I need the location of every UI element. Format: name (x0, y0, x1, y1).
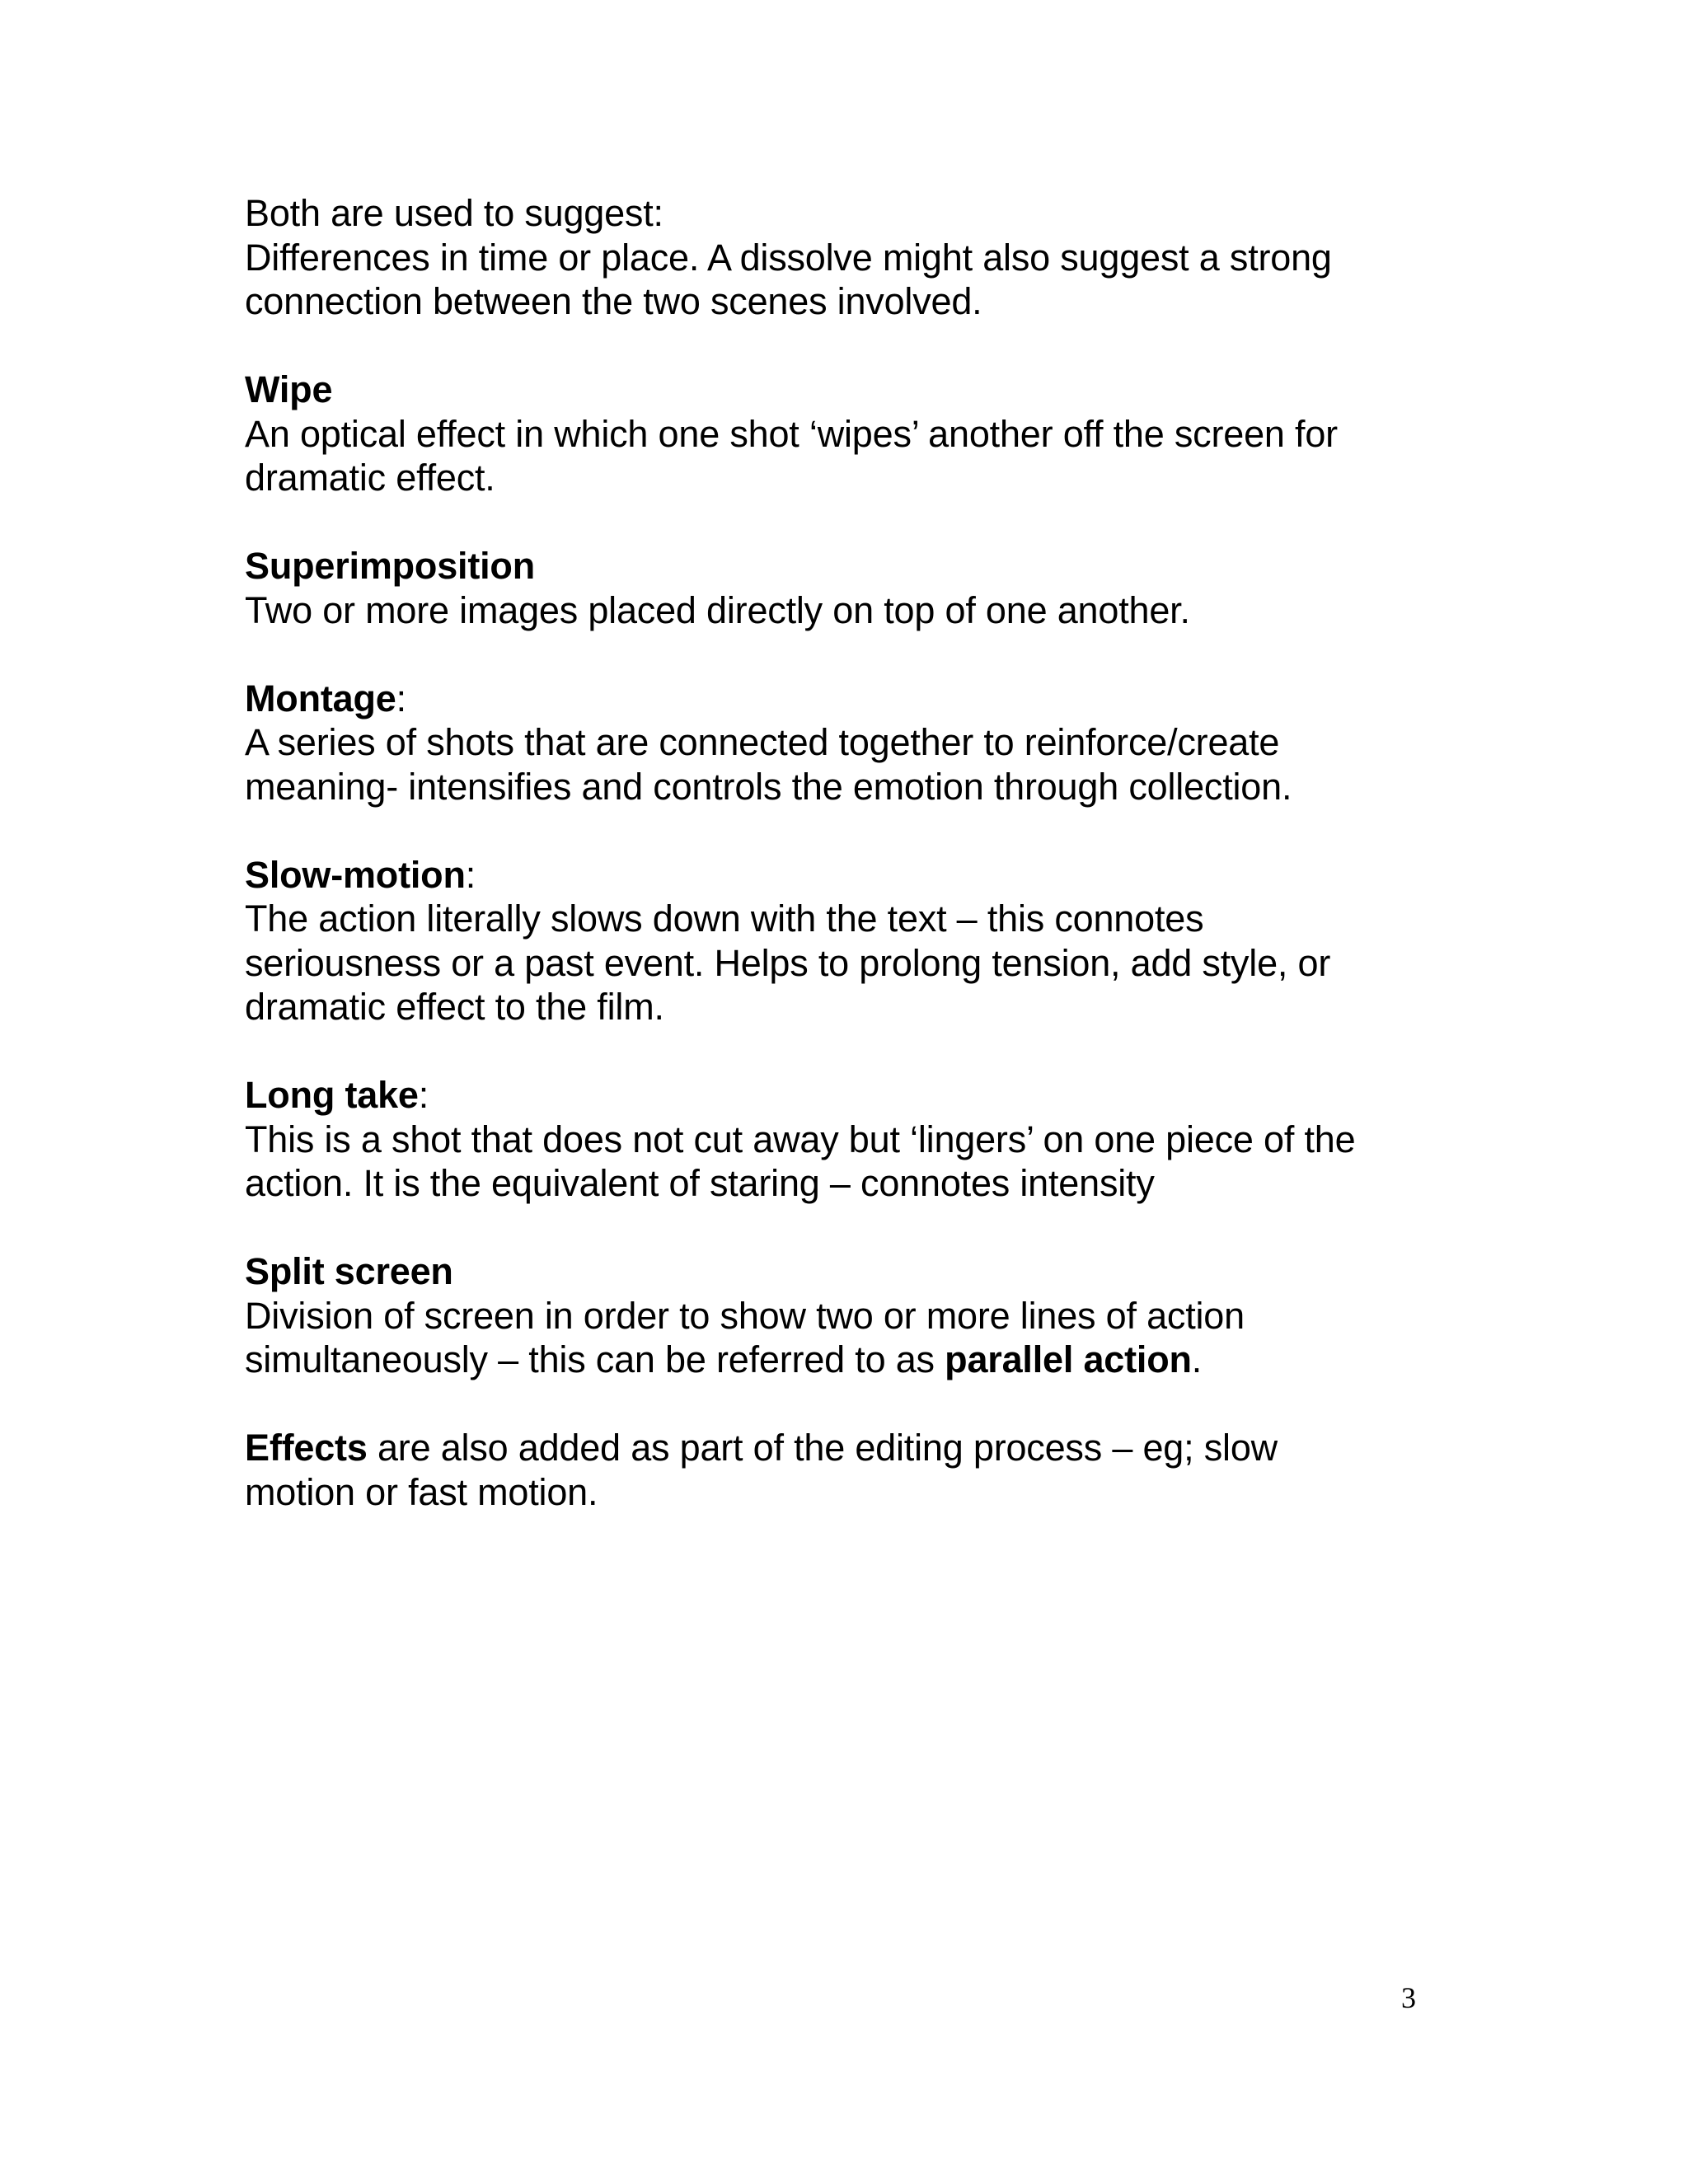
montage-heading-line (245, 677, 1448, 721)
wipe-line-2: dramatic effect. (245, 457, 495, 499)
long-take-line-2: action. It is the equivalent of staring – connotes intensity (245, 1162, 1155, 1204)
effects-line-1-text: are also added as part of the editing process – eg; slow (367, 1427, 1278, 1469)
montage-line-2: meaning- intensifies and controls the emotion through collection. (245, 765, 1292, 808)
intro-lead: Both are used to suggest: (245, 192, 663, 234)
wipe-line-1: An optical effect in which one shot ‘wipes’ another off the screen for (245, 412, 1338, 455)
wipe-heading: Wipe (245, 368, 333, 410)
slow-motion-line-3: dramatic effect to the film. (245, 986, 664, 1028)
slow-motion-line-2: seriousness or a past event. Helps to prolong tension, add style, or (245, 941, 1331, 984)
effects-line-2: motion or fast motion. (245, 1470, 598, 1513)
slow-motion-line-1: The action literally slows down with the text – this connotes (245, 898, 1204, 940)
long-take-section (245, 1073, 1448, 1206)
slow-motion-heading-line (245, 853, 1448, 898)
parallel-action-term: parallel action (945, 1338, 1192, 1380)
effects-term: Effects (245, 1427, 368, 1469)
long-take-line-1: This is a shot that does not cut away but ‘lingers’ on one piece of the (245, 1118, 1356, 1160)
superimposition-heading: Superimposition (245, 545, 536, 587)
long-take-heading-line (245, 1073, 1448, 1118)
page-number: 3 (1401, 1981, 1416, 2014)
split-screen-line-1: Division of screen in order to show two or more lines of action (245, 1294, 1245, 1337)
intro-section (245, 191, 1448, 324)
superimposition-section (245, 544, 1448, 632)
split-screen-line-2-period: . (1191, 1338, 1203, 1380)
long-take-heading: Long take (245, 1074, 419, 1116)
montage-line-1: A series of shots that are connected together to reinforce/create (245, 721, 1280, 763)
effects-line-1 (245, 1426, 1448, 1470)
wipe-section (245, 368, 1448, 500)
split-screen-section (245, 1249, 1448, 1382)
montage-heading: Montage (245, 677, 396, 719)
split-screen-heading: Split screen (245, 1250, 453, 1292)
slow-motion-colon: : (465, 853, 476, 896)
long-take-colon: : (418, 1074, 429, 1116)
intro-line-2: connection between the two scenes involved. (245, 280, 982, 322)
split-screen-line-2 (245, 1338, 1448, 1382)
intro-line-1: Differences in time or place. A dissolve might also suggest a strong (245, 236, 1332, 279)
page-content (245, 191, 1448, 1514)
split-screen-line-2-text: simultaneously – this can be referred to as (245, 1338, 945, 1380)
superimposition-line-1: Two or more images placed directly on top of one another. (245, 588, 1190, 631)
slow-motion-section (245, 853, 1448, 1029)
montage-section (245, 677, 1448, 809)
slow-motion-heading: Slow-motion (245, 853, 466, 896)
effects-section (245, 1426, 1448, 1514)
montage-colon: : (396, 677, 406, 719)
